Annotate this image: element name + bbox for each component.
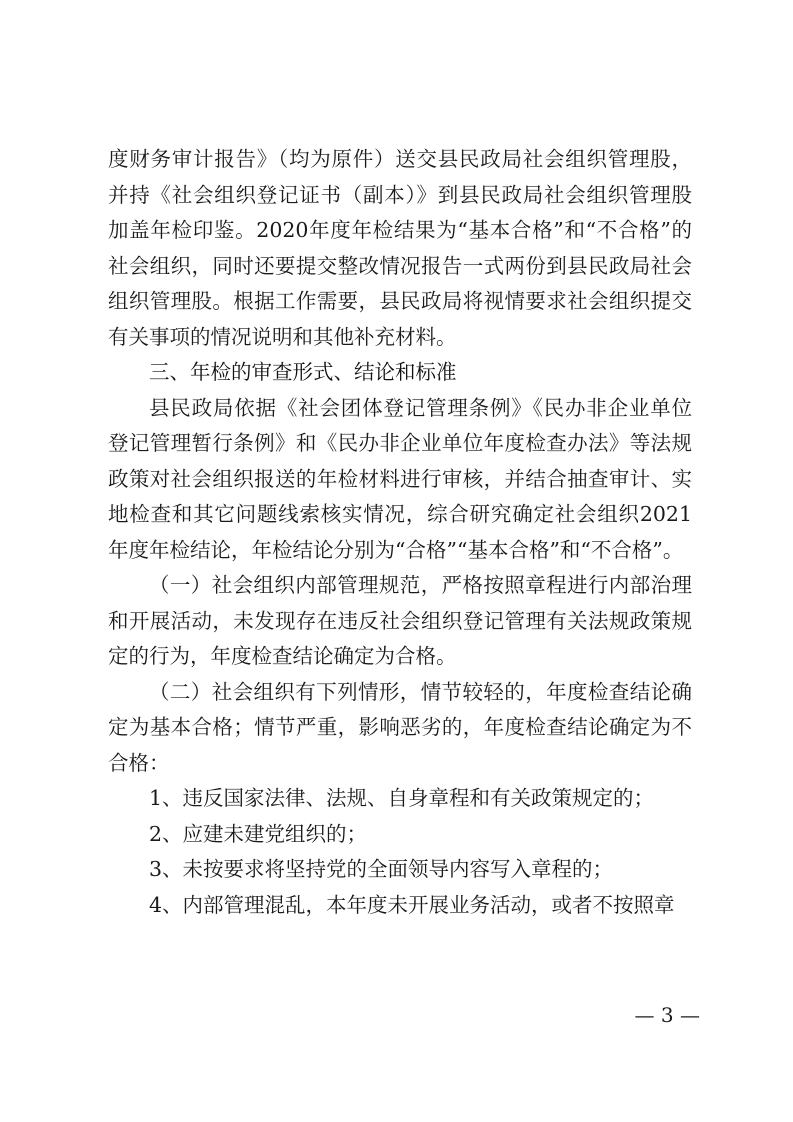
section-heading: 三、年检的审查形式、结论和标准 xyxy=(149,360,457,384)
paragraph-review-basis: 县民政局依据《社会团体登记管理条例》《民办非企业单位登记管理暂行条例》和《民办非企业单位年度检查办法》等法规政策对社会组织报送的年检材料进行审核，并结合抽查审计、实地检查和其它问题线索核实情况，综合研究确定社会组织2021年度年检结论，年检结论分别为“合格”“基本合格”和“不合格”。 xyxy=(108,395,692,562)
paragraph-basic-qualified: （二）社会组织有下列情形，情节较轻的，年度检查结论确定为基本合格；情节严重，影响恶劣的，年度检查结论确定为不合格： xyxy=(108,679,692,775)
list-item-4: 4、内部管理混乱，本年度未开展业务活动，或者不按照章 xyxy=(149,892,675,917)
list-item-2: 2、应建未建党组织的； xyxy=(149,821,368,846)
paragraph-qualified: （一）社会组织内部管理规范，严格按照章程进行内部治理和开展活动，未发现存在违反社会组织登记管理有关法规政策规定的行为，年度检查结论确定为合格。 xyxy=(108,573,692,668)
document-body xyxy=(108,142,692,923)
list-item-1: 1、违反国家法律、法规、自身章程和有关政策规定的； xyxy=(149,786,655,810)
list-item-3: 3、未按要求将坚持党的全面领导内容写入章程的； xyxy=(149,857,614,881)
page-number: — 3 — xyxy=(634,1003,700,1027)
paragraph-continuation: 度财务审计报告》（均为原件）送交县民政局社会组织管理股，并持《社会组织登记证书（副本）》到县民政局社会组织管理股加盖年检印鉴。2020年度年检结果为“基本合格”和“不合格”的社会组织，同时还要提交整改情况报告一式两份到县民政局社会组织管理股。根据工作需要，县民政局将视情要求社会组织提交有关事项的情况说明和其他补充材料。 xyxy=(108,147,692,349)
